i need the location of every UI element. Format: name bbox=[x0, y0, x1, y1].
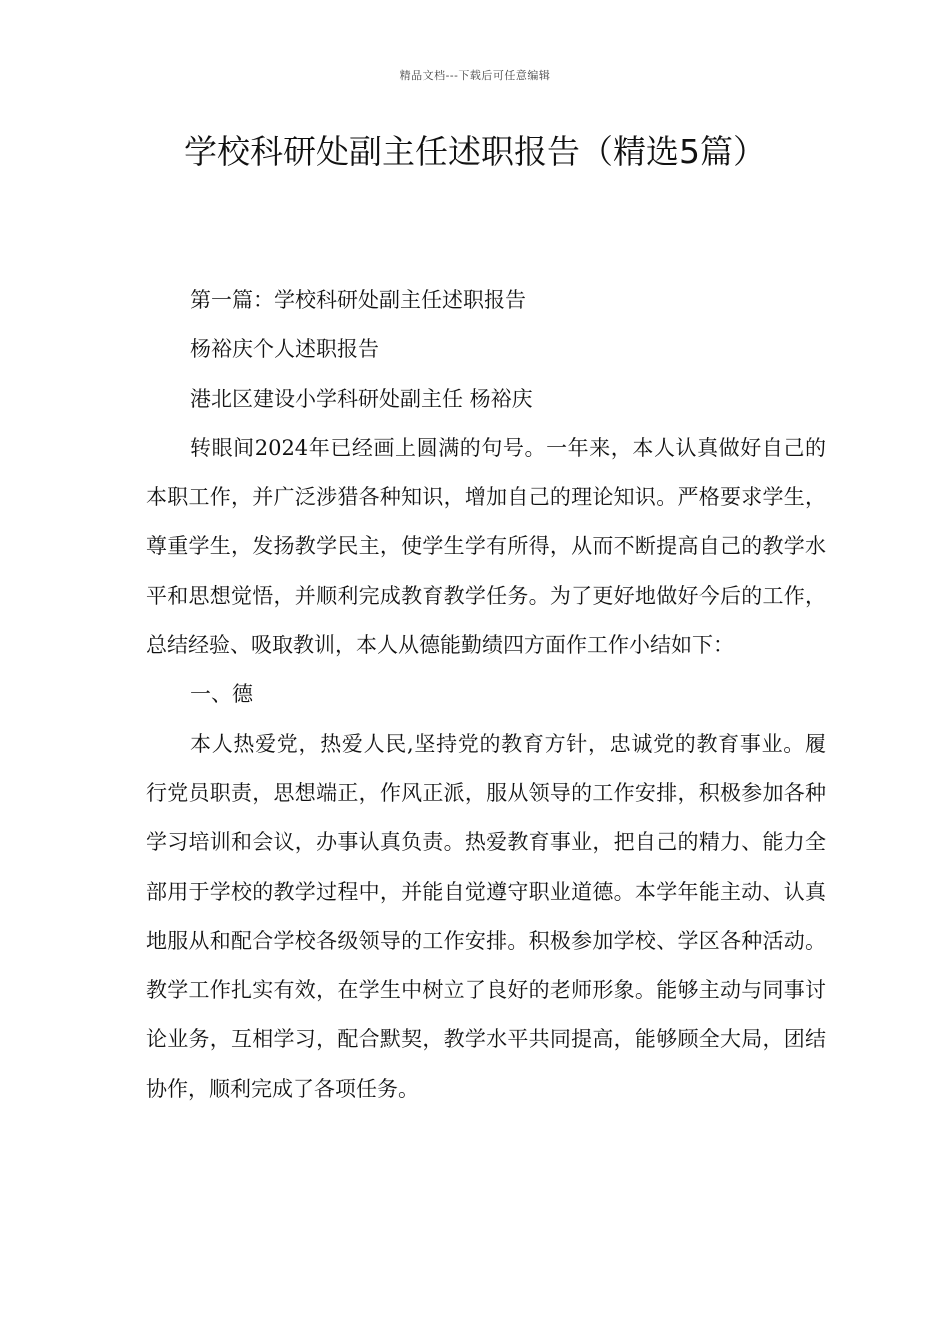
body-paragraph: 转眼间2024年已经画上圆满的句号。一年来，本人认真做好自己的本职工作，并广泛涉猎各种知识，增加自己的理论知识。严格要求学生，尊重学生，发扬教学民主，使学生学有所得，从而不断提高自己的教学水平和思想觉悟，并顺利完成教育教学任务。为了更好地做好今后的工作，总结经验、吸取教训，本人从德能勤绩四方面作工作小结如下： bbox=[146, 435, 826, 658]
body-paragraph: 本人热爱党，热爱人民,坚持党的教育方针，忠诚党的教育事业。履行党员职责，思想端正，作风正派，服从领导的工作安排，积极参加各种学习培训和会议，办事认真负责。热爱教育事业，把自己的精力、能力全部用于学校的教学过程中，并能自觉遵守职业道德。本学年能主动、认真地服从和配合学校各级领导的工作安排。积极参加学校、学区各种活动。教学工作扎实有效，在学生中树立了良好的老师形象。能够主动与同事讨论业务，互相学习，配合默契，教学水平共同提高，能够顾全大局，团结协作，顺利完成了各项任务。 bbox=[146, 731, 826, 1101]
document-body bbox=[146, 276, 826, 1114]
section-heading: 第一篇：学校科研处副主任述职报告 bbox=[190, 288, 526, 312]
document-title: 学校科研处副主任述职报告（精选5篇） bbox=[184, 132, 766, 171]
subsection-heading: 一、德 bbox=[190, 682, 253, 707]
author-line: 港北区建设小学科研处副主任 杨裕庆 bbox=[190, 386, 533, 411]
header-note: 精品文档---下载后可任意编辑 bbox=[399, 69, 551, 82]
report-subtitle: 杨裕庆个人述职报告 bbox=[190, 337, 379, 362]
